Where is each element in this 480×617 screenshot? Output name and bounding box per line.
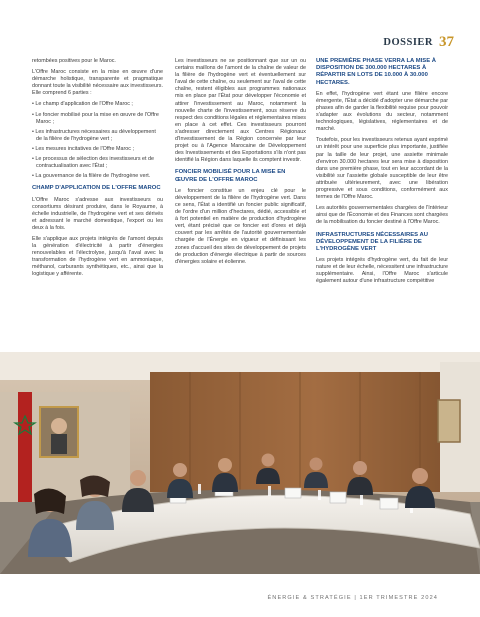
- meeting-room-illustration: [0, 352, 480, 574]
- section-heading: INFRASTRUCTURES NÉCESSAIRES AU DÉVELOPPEMENT DE LA FILIÈRE DE L'HYDROGÈNE VERT: [316, 231, 429, 252]
- meeting-photo: [0, 352, 480, 574]
- list-item: • La gouvernance de la filière de l'hydrogène vert.: [32, 173, 151, 180]
- text-column-2: [175, 58, 306, 270]
- section-title: DOSSIER: [383, 36, 433, 48]
- page-footer: ÉNERGIE & STRATÉGIE | 1ER TRIMESTRE 2024: [267, 595, 438, 601]
- text-column-3: [316, 58, 448, 289]
- paragraph: L'Offre Maroc consiste en la mise en œuvre d'une démarche holistique, transparente et pragmatique donnant toute la visibilité nécessaire aux investisseurs. Elle comprend 6 parties :: [32, 69, 163, 97]
- page-header: [383, 34, 454, 50]
- section-heading: CHAMP D'APPLICATION DE L'OFFRE MAROC: [32, 185, 161, 192]
- callout-heading: UNE PREMIÈRE PHASE VERRA LA MISE À DISPOSITION DE 300.000 HECTARES À RÉPARTIR EN LOTS DE 10.000 À 30.000 HECTARES.: [316, 58, 437, 86]
- section-heading: FONCIER MOBILISÉ POUR LA MISE EN ŒUVRE DE L'OFFRE MAROC: [175, 169, 286, 183]
- paragraph: retombées positives pour le Maroc.: [32, 58, 116, 64]
- list-item: • Le foncier mobilisé pour la mise en œuvre de l'Offre Maroc ;: [32, 111, 159, 125]
- paragraph: Le foncier constitue un enjeu clé pour le développement de la filière de l'hydrogène vert. Dans ce sens, l'État a identifié un foncier public significatif, de l'ordre d'un million d'hectares, dédié, accessible et à fort potentiel en matière de production d'hydrogène vert, étant précisé que ce foncier est d'ores et déjà couvert par les arrêtés de l'autorité gouvernementale chargée de l'Énergie en vigueur et définissant les zones d'accueil des sites de développement de projets de production d'énergie électrique à partir de sources d'énergies solaire et éolienne.: [175, 187, 306, 265]
- paragraph: Toutefois, pour les investisseurs retenus ayant exprimé un intérêt pour une superficie plus importante, justifiée par la taille de leur projet, une assiette minimale d'environ 30.000 hectares leur sera mise à disposition dans une première phase, tout en leur accordant de la visibilité sur l'assiette globale susceptible de leur être attribuée ultérieurement, avec une libération progressive et sous conditions, conformément aux termes de l'Offre Maroc.: [316, 137, 448, 201]
- page-number: 37: [439, 33, 454, 50]
- text-column-1: [32, 58, 163, 283]
- paragraph: Les projets intégrés d'hydrogène vert, du fait de leur nature et de leur échelle, nécessitent une infrastructure supplémentaire. Ainsi, l'Offre Maroc s'articule également autour d'une infrastructure compétitive: [316, 257, 448, 285]
- list-item: • Les infrastructures nécessaires au développement de la filière de l'hydrogène vert ;: [32, 128, 156, 142]
- list-item: • Le champ d'application de l'Offre Maroc ;: [32, 101, 133, 108]
- list-item: • Le processus de sélection des investisseurs et de contractualisation avec l'État ;: [32, 156, 155, 170]
- parts-list: [32, 101, 163, 180]
- paragraph: En effet, l'hydrogène vert étant une filière encore émergente, l'État a décidé d'adopter une démarche par phases afin de garder la flexibilité requise pour pouvoir s'adapter aux évolutions du secteur, notamment technologiques, législatives, réglementaires et de marché.: [316, 90, 448, 133]
- paragraph: Les investisseurs ne se positionnant que sur un ou certains maillons de l'amont de la chaîne de valeur de la filière de l'hydrogène vert et éventuellement sur l'aval de cette chaîne, ou seulement sur l'aval de cette chaîne, restent éligibles aux programmes nationaux mis en place par l'État pour développer l'économie et attirer l'investissement au Maroc, notamment la nouvelle charte de l'investissement, sous réserve du respect des conditions légales et réglementaires mises en place à cet effet. Ces investisseurs pourront s'adresser directement aux Centres Régionaux d'Investissement de la Région concernée par leur projet ou à l'Agence Marocaine de Développement des Investissements et des Exportations s'ils n'ont pas identifié la Région dans laquelle ils comptent investir.: [175, 58, 306, 164]
- paragraph: Les autorités gouvernementales chargées de l'Intérieur ainsi que de l'Économie et des Finances sont chargées de la mobilisation du foncier destiné à l'Offre Maroc.: [316, 205, 448, 226]
- list-item: • Les mesures incitatives de l'Offre Maroc ;: [32, 145, 134, 152]
- paragraph: Elle s'applique aux projets intégrés de l'amont depuis la génération d'électricité à partir d'énergies renouvelables et l'électrolyse, jusqu'à l'aval avec la transformation de l'hydrogène vert en ammoniaque, méthanol, carburants synthétiques, etc., ainsi que la logistique y afférente.: [32, 235, 163, 278]
- paragraph: L'Offre Maroc s'adresse aux investisseurs ou consortiums désirant produire, dans le Royaume, à échelle industrielle, de l'hydrogène vert et ses dérivés et adressant le marché domestique, l'export ou les deux à la fois.: [32, 196, 163, 231]
